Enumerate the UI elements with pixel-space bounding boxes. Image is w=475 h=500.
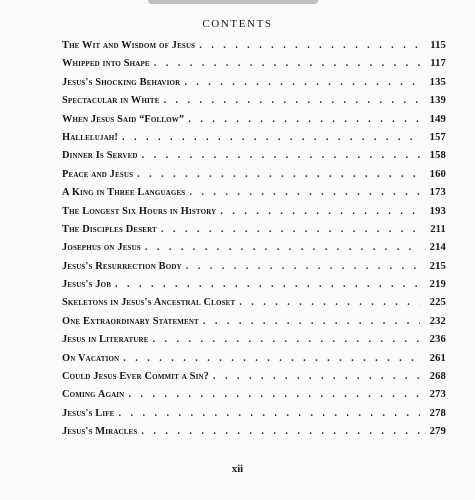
dot-leader (186, 261, 420, 272)
dot-leader (141, 426, 420, 437)
entry-page-number: 215 (429, 260, 446, 272)
entry-title: Hallelujah! (62, 131, 118, 143)
toc-entry (62, 371, 446, 389)
toc-entry (62, 114, 446, 132)
entry-page-number: 268 (429, 371, 446, 383)
contents-heading: CONTENTS (202, 18, 273, 30)
entry-title: A King in Three Languages (62, 187, 186, 199)
dot-leader (145, 242, 420, 253)
entry-title: Skeletons in Jesus's Ancestral Closet (62, 297, 236, 309)
toc-entry (62, 297, 446, 315)
entry-title: Josephus on Jesus (62, 242, 141, 254)
dot-leader (115, 279, 420, 290)
toc-entry (62, 224, 446, 242)
entry-page-number: 160 (429, 168, 446, 180)
dot-leader (164, 95, 420, 106)
entry-title: The Longest Six Hours in History (62, 205, 217, 217)
entry-page-number: 139 (429, 95, 446, 107)
toc-entry (62, 261, 446, 279)
dot-leader (184, 77, 420, 88)
dot-leader (128, 389, 420, 400)
entry-page-number: 261 (429, 352, 446, 364)
toc-entry (62, 279, 446, 297)
entry-title: Jesus's Job (62, 279, 112, 291)
dot-leader (199, 40, 420, 51)
entry-page-number: 117 (430, 58, 446, 70)
entry-title: Jesus's Resurrection Body (62, 260, 182, 272)
entry-title: When Jesus Said “Follow” (62, 113, 185, 125)
page-folio: xii (231, 464, 244, 475)
entry-page-number: 157 (429, 131, 446, 143)
dot-leader (189, 187, 420, 198)
dot-leader (213, 371, 420, 382)
toc-entry (62, 95, 446, 113)
entry-page-number: 214 (429, 242, 446, 254)
toc-entry (62, 316, 446, 334)
dot-leader (188, 114, 420, 125)
dot-leader (220, 206, 420, 217)
toc-entry (62, 150, 446, 168)
entry-page-number: 158 (429, 150, 446, 162)
dot-leader (142, 150, 420, 161)
entry-page-number: 149 (429, 113, 446, 125)
dot-leader (123, 353, 420, 364)
toc-entry (62, 40, 446, 58)
toc-entry (62, 169, 446, 187)
entry-title: Jesus's Life (62, 407, 115, 419)
entry-page-number: 232 (429, 315, 446, 327)
toc-entry (62, 77, 446, 95)
dot-leader (239, 297, 420, 308)
entry-page-number: 173 (429, 187, 446, 199)
toc-entry (62, 58, 446, 76)
toc-entry (62, 389, 446, 407)
entry-title: The Disciples Desert (62, 223, 157, 235)
entry-page-number: 211 (430, 223, 446, 235)
toc-entry (62, 353, 446, 371)
toc-entry (62, 242, 446, 260)
dot-leader (122, 132, 420, 143)
entry-page-number: 219 (429, 279, 446, 291)
toc-entry (62, 426, 446, 444)
entry-title: The Wit and Wisdom of Jesus (62, 40, 196, 51)
toc-entry (62, 206, 446, 224)
dot-leader (153, 334, 420, 345)
entry-title: Jesus in Literature (62, 334, 149, 346)
entry-page-number: 273 (429, 389, 446, 401)
table-of-contents (62, 40, 446, 445)
entry-page-number: 279 (429, 426, 446, 438)
entry-title: Peace and Jesus (62, 168, 134, 180)
cropped-heading-strip (148, 0, 318, 4)
entry-title: One Extraordinary Statement (62, 315, 199, 327)
dot-leader (137, 169, 420, 180)
entry-page-number: 278 (429, 407, 446, 419)
dot-leader (118, 408, 420, 419)
entry-page-number: 193 (429, 205, 446, 217)
dot-leader (161, 224, 420, 235)
entry-title: Whipped into Shape (62, 58, 150, 70)
entry-title: Jesus's Miracles (62, 426, 138, 438)
toc-entry (62, 187, 446, 205)
entry-title: Coming Again (62, 389, 125, 401)
toc-entry (62, 334, 446, 352)
entry-title: Jesus's Shocking Behavior (62, 76, 181, 88)
entry-title: Could Jesus Ever Commit a Sin? (62, 371, 209, 383)
entry-page-number: 135 (429, 76, 446, 88)
dot-leader (203, 316, 420, 327)
toc-entry (62, 408, 446, 426)
entry-page-number: 236 (429, 334, 446, 346)
entry-title: Dinner Is Served (62, 150, 138, 162)
entry-title: Spectacular in White (62, 95, 160, 107)
entry-page-number: 225 (429, 297, 446, 309)
dot-leader (154, 58, 420, 69)
entry-page-number: 115 (430, 40, 446, 51)
toc-entry (62, 132, 446, 150)
entry-title: On Vacation (62, 352, 120, 364)
